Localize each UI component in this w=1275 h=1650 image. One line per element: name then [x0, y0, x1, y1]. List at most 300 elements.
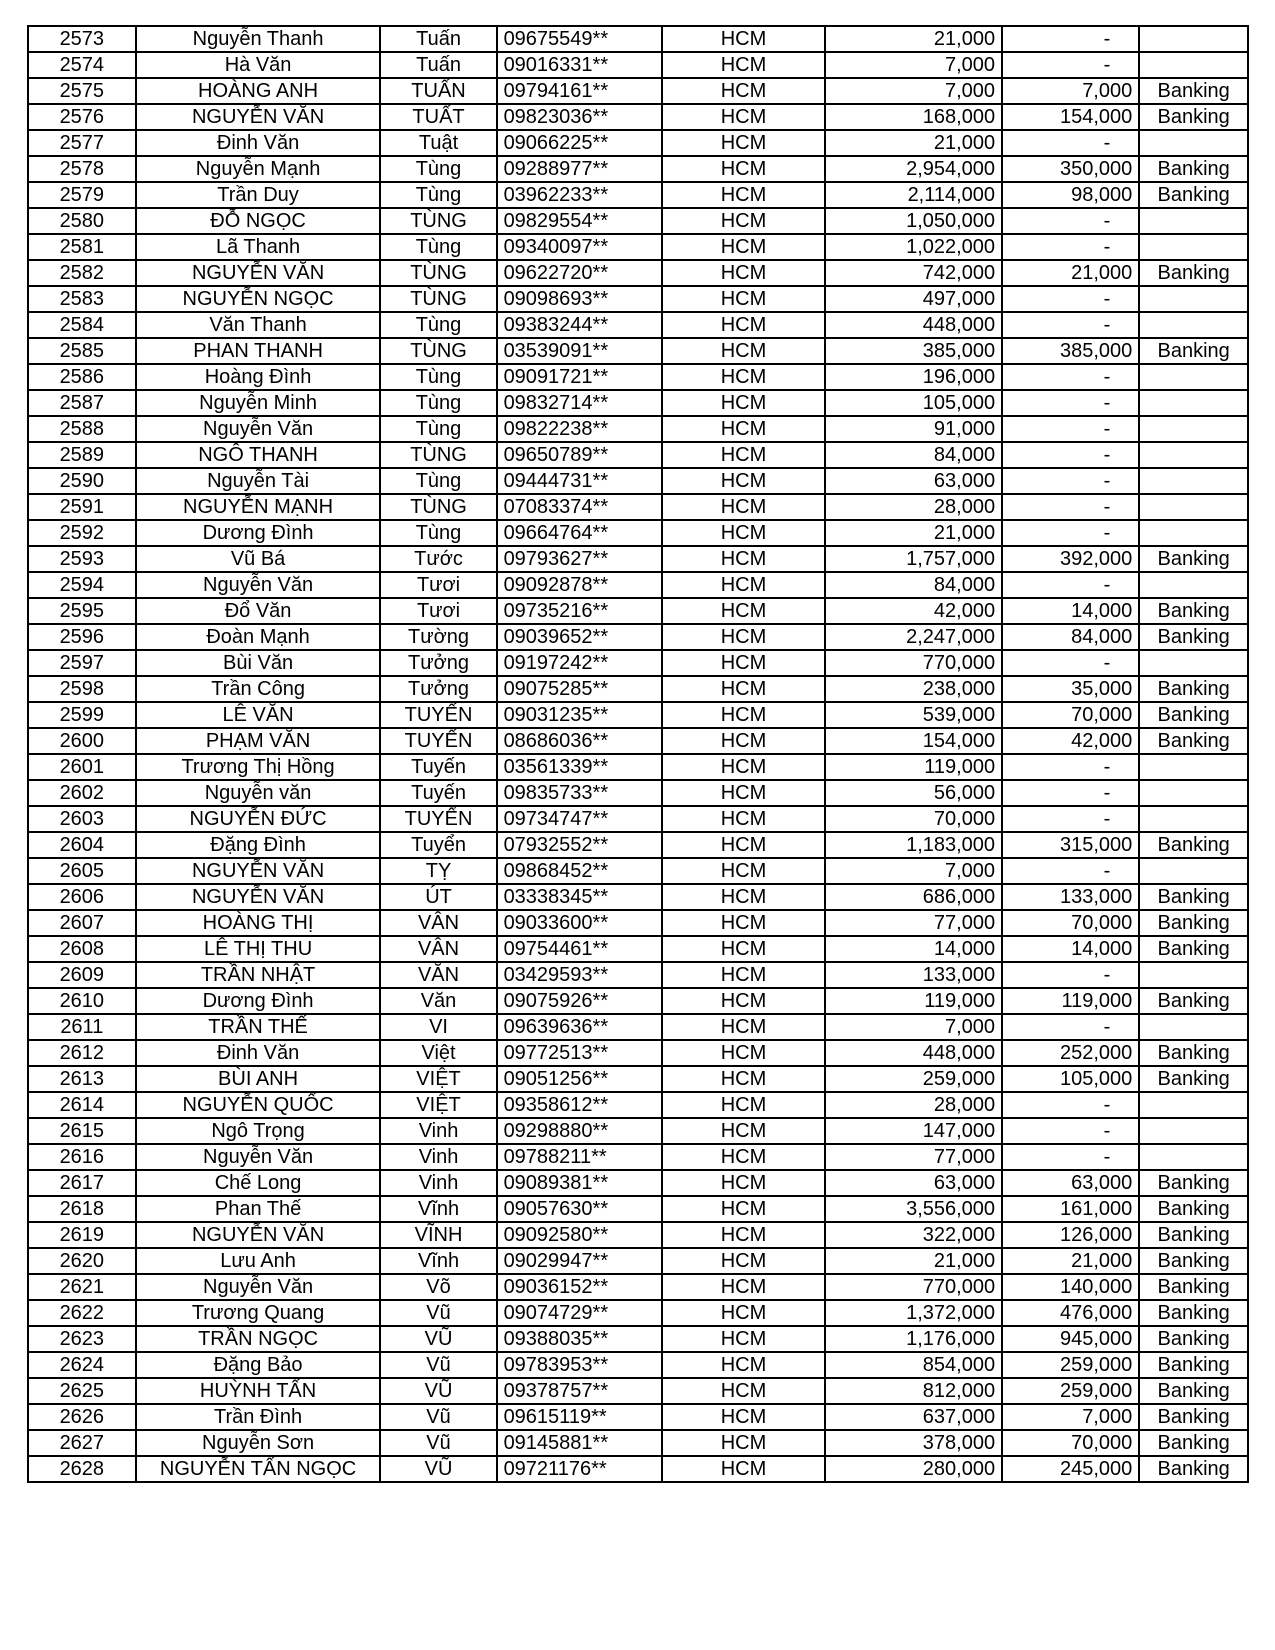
table-row: [28, 390, 1248, 416]
region-cell: HCM: [662, 182, 825, 208]
region-cell: HCM: [662, 806, 825, 832]
row-number: 2595: [28, 598, 136, 624]
payment-method-cell: Banking: [1139, 676, 1248, 702]
surname-cell: Nguyễn Văn: [136, 572, 381, 598]
paid-amount-cell: -: [1002, 1092, 1139, 1118]
surname-cell: PHAN THANH: [136, 338, 381, 364]
paid-amount-cell: 133,000: [1002, 884, 1139, 910]
given-name-cell: VIỆT: [380, 1092, 496, 1118]
payment-method-cell: [1139, 1092, 1248, 1118]
phone-cell: 09098693**: [497, 286, 663, 312]
total-amount-cell: 147,000: [825, 1118, 1002, 1144]
paid-amount-cell: -: [1002, 806, 1139, 832]
payment-method-cell: [1139, 1144, 1248, 1170]
region-cell: HCM: [662, 962, 825, 988]
data-table: [27, 25, 1249, 1483]
table-row: [28, 260, 1248, 286]
given-name-cell: Võ: [380, 1274, 496, 1300]
row-number: 2598: [28, 676, 136, 702]
surname-cell: NGUYỄN ĐỨC: [136, 806, 381, 832]
region-cell: HCM: [662, 910, 825, 936]
table-row: [28, 1300, 1248, 1326]
phone-cell: 09340097**: [497, 234, 663, 260]
phone-cell: 09378757**: [497, 1378, 663, 1404]
surname-cell: Trần Công: [136, 676, 381, 702]
payment-method-cell: Banking: [1139, 598, 1248, 624]
given-name-cell: Tùng: [380, 234, 496, 260]
payment-method-cell: [1139, 416, 1248, 442]
row-number: 2599: [28, 702, 136, 728]
row-number: 2577: [28, 130, 136, 156]
table-body: [28, 26, 1248, 1482]
region-cell: HCM: [662, 936, 825, 962]
row-number: 2621: [28, 1274, 136, 1300]
table-row: [28, 1274, 1248, 1300]
surname-cell: Văn Thanh: [136, 312, 381, 338]
paid-amount-cell: 7,000: [1002, 1404, 1139, 1430]
paid-amount-cell: 350,000: [1002, 156, 1139, 182]
payment-method-cell: [1139, 390, 1248, 416]
row-number: 2582: [28, 260, 136, 286]
region-cell: HCM: [662, 208, 825, 234]
surname-cell: Đổ Văn: [136, 598, 381, 624]
payment-method-cell: [1139, 442, 1248, 468]
region-cell: HCM: [662, 624, 825, 650]
row-number: 2586: [28, 364, 136, 390]
surname-cell: Trần Duy: [136, 182, 381, 208]
phone-cell: 03561339**: [497, 754, 663, 780]
total-amount-cell: 42,000: [825, 598, 1002, 624]
total-amount-cell: 168,000: [825, 104, 1002, 130]
surname-cell: NGUYỄN TẤN NGỌC: [136, 1456, 381, 1482]
region-cell: HCM: [662, 1014, 825, 1040]
region-cell: HCM: [662, 520, 825, 546]
row-number: 2573: [28, 26, 136, 52]
region-cell: HCM: [662, 1274, 825, 1300]
paid-amount-cell: 14,000: [1002, 598, 1139, 624]
row-number: 2602: [28, 780, 136, 806]
given-name-cell: Tùng: [380, 416, 496, 442]
region-cell: HCM: [662, 1248, 825, 1274]
surname-cell: Hà Văn: [136, 52, 381, 78]
phone-cell: 09197242**: [497, 650, 663, 676]
region-cell: HCM: [662, 26, 825, 52]
total-amount-cell: 28,000: [825, 1092, 1002, 1118]
table-row: [28, 1040, 1248, 1066]
given-name-cell: Vũ: [380, 1430, 496, 1456]
row-number: 2607: [28, 910, 136, 936]
table-row: [28, 338, 1248, 364]
table-row: [28, 364, 1248, 390]
region-cell: HCM: [662, 130, 825, 156]
total-amount-cell: 448,000: [825, 312, 1002, 338]
region-cell: HCM: [662, 1066, 825, 1092]
total-amount-cell: 63,000: [825, 468, 1002, 494]
phone-cell: 09145881**: [497, 1430, 663, 1456]
table-row: [28, 1014, 1248, 1040]
given-name-cell: Văn: [380, 988, 496, 1014]
surname-cell: TRẦN NGỌC: [136, 1326, 381, 1352]
phone-cell: 09783953**: [497, 1352, 663, 1378]
total-amount-cell: 1,176,000: [825, 1326, 1002, 1352]
total-amount-cell: 2,954,000: [825, 156, 1002, 182]
total-amount-cell: 84,000: [825, 442, 1002, 468]
payment-method-cell: [1139, 234, 1248, 260]
payment-method-cell: [1139, 130, 1248, 156]
region-cell: HCM: [662, 546, 825, 572]
row-number: 2576: [28, 104, 136, 130]
table-row: [28, 910, 1248, 936]
payment-method-cell: Banking: [1139, 1404, 1248, 1430]
surname-cell: Nguyễn Tài: [136, 468, 381, 494]
table-row: [28, 468, 1248, 494]
surname-cell: Phan Thế: [136, 1196, 381, 1222]
row-number: 2583: [28, 286, 136, 312]
given-name-cell: Vinh: [380, 1118, 496, 1144]
payment-method-cell: Banking: [1139, 1378, 1248, 1404]
payment-method-cell: Banking: [1139, 1196, 1248, 1222]
payment-method-cell: [1139, 754, 1248, 780]
given-name-cell: Vinh: [380, 1170, 496, 1196]
row-number: 2579: [28, 182, 136, 208]
table-row: [28, 494, 1248, 520]
total-amount-cell: 1,757,000: [825, 546, 1002, 572]
given-name-cell: Tuật: [380, 130, 496, 156]
phone-cell: 09754461**: [497, 936, 663, 962]
paid-amount-cell: -: [1002, 312, 1139, 338]
paid-amount-cell: 385,000: [1002, 338, 1139, 364]
total-amount-cell: 21,000: [825, 520, 1002, 546]
given-name-cell: VI: [380, 1014, 496, 1040]
payment-method-cell: [1139, 286, 1248, 312]
row-number: 2608: [28, 936, 136, 962]
given-name-cell: VĨNH: [380, 1222, 496, 1248]
table-row: [28, 78, 1248, 104]
paid-amount-cell: -: [1002, 780, 1139, 806]
table-row: [28, 1456, 1248, 1482]
region-cell: HCM: [662, 598, 825, 624]
given-name-cell: Tưởng: [380, 676, 496, 702]
given-name-cell: TUYỂN: [380, 806, 496, 832]
table-row: [28, 546, 1248, 572]
given-name-cell: VÂN: [380, 910, 496, 936]
paid-amount-cell: 154,000: [1002, 104, 1139, 130]
paid-amount-cell: 315,000: [1002, 832, 1139, 858]
given-name-cell: VŨ: [380, 1378, 496, 1404]
phone-cell: 09735216**: [497, 598, 663, 624]
surname-cell: NGUYỄN QUỐC: [136, 1092, 381, 1118]
table-row: [28, 988, 1248, 1014]
phone-cell: 09089381**: [497, 1170, 663, 1196]
phone-cell: 09288977**: [497, 156, 663, 182]
surname-cell: PHẠM VĂN: [136, 728, 381, 754]
payment-method-cell: [1139, 208, 1248, 234]
row-number: 2591: [28, 494, 136, 520]
surname-cell: Trương Quang: [136, 1300, 381, 1326]
row-number: 2593: [28, 546, 136, 572]
region-cell: HCM: [662, 780, 825, 806]
payment-method-cell: Banking: [1139, 78, 1248, 104]
row-number: 2614: [28, 1092, 136, 1118]
payment-method-cell: Banking: [1139, 1456, 1248, 1482]
row-number: 2628: [28, 1456, 136, 1482]
table-row: [28, 1326, 1248, 1352]
region-cell: HCM: [662, 702, 825, 728]
row-number: 2601: [28, 754, 136, 780]
phone-cell: 09383244**: [497, 312, 663, 338]
region-cell: HCM: [662, 1430, 825, 1456]
row-number: 2623: [28, 1326, 136, 1352]
region-cell: HCM: [662, 728, 825, 754]
payment-method-cell: Banking: [1139, 702, 1248, 728]
phone-cell: 09772513**: [497, 1040, 663, 1066]
given-name-cell: Tuyến: [380, 780, 496, 806]
region-cell: HCM: [662, 1222, 825, 1248]
payment-method-cell: Banking: [1139, 182, 1248, 208]
row-number: 2610: [28, 988, 136, 1014]
total-amount-cell: 63,000: [825, 1170, 1002, 1196]
region-cell: HCM: [662, 676, 825, 702]
total-amount-cell: 686,000: [825, 884, 1002, 910]
table-row: [28, 728, 1248, 754]
total-amount-cell: 196,000: [825, 364, 1002, 390]
total-amount-cell: 238,000: [825, 676, 1002, 702]
region-cell: HCM: [662, 52, 825, 78]
total-amount-cell: 854,000: [825, 1352, 1002, 1378]
table-row: [28, 286, 1248, 312]
given-name-cell: VŨ: [380, 1326, 496, 1352]
given-name-cell: TÙNG: [380, 442, 496, 468]
given-name-cell: Tươi: [380, 572, 496, 598]
given-name-cell: Tuyến: [380, 754, 496, 780]
surname-cell: Ngô Trọng: [136, 1118, 381, 1144]
paid-amount-cell: 259,000: [1002, 1352, 1139, 1378]
surname-cell: Hoàng Đình: [136, 364, 381, 390]
phone-cell: 03338345**: [497, 884, 663, 910]
payment-method-cell: Banking: [1139, 104, 1248, 130]
paid-amount-cell: -: [1002, 130, 1139, 156]
total-amount-cell: 105,000: [825, 390, 1002, 416]
table-row: [28, 858, 1248, 884]
row-number: 2600: [28, 728, 136, 754]
table-row: [28, 1170, 1248, 1196]
paid-amount-cell: 63,000: [1002, 1170, 1139, 1196]
surname-cell: NGUYỄN VĂN: [136, 858, 381, 884]
phone-cell: 09388035**: [497, 1326, 663, 1352]
total-amount-cell: 7,000: [825, 52, 1002, 78]
total-amount-cell: 385,000: [825, 338, 1002, 364]
phone-cell: 09832714**: [497, 390, 663, 416]
phone-cell: 09075926**: [497, 988, 663, 1014]
table-row: [28, 1248, 1248, 1274]
total-amount-cell: 7,000: [825, 1014, 1002, 1040]
given-name-cell: Việt: [380, 1040, 496, 1066]
payment-method-cell: Banking: [1139, 1170, 1248, 1196]
total-amount-cell: 21,000: [825, 130, 1002, 156]
given-name-cell: Tươi: [380, 598, 496, 624]
given-name-cell: TÙNG: [380, 208, 496, 234]
paid-amount-cell: 105,000: [1002, 1066, 1139, 1092]
total-amount-cell: 812,000: [825, 1378, 1002, 1404]
row-number: 2625: [28, 1378, 136, 1404]
region-cell: HCM: [662, 78, 825, 104]
phone-cell: 09029947**: [497, 1248, 663, 1274]
table-row: [28, 780, 1248, 806]
row-number: 2615: [28, 1118, 136, 1144]
total-amount-cell: 91,000: [825, 416, 1002, 442]
region-cell: HCM: [662, 364, 825, 390]
region-cell: HCM: [662, 1118, 825, 1144]
region-cell: HCM: [662, 1196, 825, 1222]
paid-amount-cell: 476,000: [1002, 1300, 1139, 1326]
given-name-cell: Vũ: [380, 1404, 496, 1430]
table-row: [28, 104, 1248, 130]
surname-cell: NGUYỄN NGỌC: [136, 286, 381, 312]
total-amount-cell: 77,000: [825, 1144, 1002, 1170]
phone-cell: 09721176**: [497, 1456, 663, 1482]
total-amount-cell: 77,000: [825, 910, 1002, 936]
paid-amount-cell: -: [1002, 520, 1139, 546]
given-name-cell: VĂN: [380, 962, 496, 988]
table-row: [28, 52, 1248, 78]
region-cell: HCM: [662, 1092, 825, 1118]
row-number: 2606: [28, 884, 136, 910]
total-amount-cell: 56,000: [825, 780, 1002, 806]
payment-method-cell: [1139, 650, 1248, 676]
surname-cell: Vũ Bá: [136, 546, 381, 572]
table-row: [28, 312, 1248, 338]
payment-method-cell: Banking: [1139, 260, 1248, 286]
table-row: [28, 1222, 1248, 1248]
given-name-cell: TUYẾN: [380, 702, 496, 728]
region-cell: HCM: [662, 1456, 825, 1482]
row-number: 2587: [28, 390, 136, 416]
row-number: 2605: [28, 858, 136, 884]
payment-method-cell: [1139, 780, 1248, 806]
surname-cell: ĐỖ NGỌC: [136, 208, 381, 234]
region-cell: HCM: [662, 572, 825, 598]
total-amount-cell: 7,000: [825, 858, 1002, 884]
region-cell: HCM: [662, 1352, 825, 1378]
given-name-cell: ÚT: [380, 884, 496, 910]
row-number: 2588: [28, 416, 136, 442]
surname-cell: Nguyễn Sơn: [136, 1430, 381, 1456]
paid-amount-cell: 7,000: [1002, 78, 1139, 104]
row-number: 2594: [28, 572, 136, 598]
payment-method-cell: [1139, 520, 1248, 546]
table-row: [28, 650, 1248, 676]
row-number: 2611: [28, 1014, 136, 1040]
total-amount-cell: 1,050,000: [825, 208, 1002, 234]
payment-method-cell: Banking: [1139, 936, 1248, 962]
phone-cell: 03429593**: [497, 962, 663, 988]
given-name-cell: Tuấn: [380, 26, 496, 52]
region-cell: HCM: [662, 260, 825, 286]
table-row: [28, 26, 1248, 52]
paid-amount-cell: 70,000: [1002, 702, 1139, 728]
payment-method-cell: [1139, 52, 1248, 78]
payment-method-cell: [1139, 312, 1248, 338]
phone-cell: 09075285**: [497, 676, 663, 702]
surname-cell: Dương Đình: [136, 520, 381, 546]
total-amount-cell: 1,372,000: [825, 1300, 1002, 1326]
phone-cell: 09039652**: [497, 624, 663, 650]
payment-method-cell: Banking: [1139, 1430, 1248, 1456]
surname-cell: BÙI ANH: [136, 1066, 381, 1092]
total-amount-cell: 770,000: [825, 650, 1002, 676]
total-amount-cell: 770,000: [825, 1274, 1002, 1300]
total-amount-cell: 539,000: [825, 702, 1002, 728]
given-name-cell: Tùng: [380, 364, 496, 390]
table-row: [28, 156, 1248, 182]
total-amount-cell: 14,000: [825, 936, 1002, 962]
region-cell: HCM: [662, 1170, 825, 1196]
paid-amount-cell: 945,000: [1002, 1326, 1139, 1352]
given-name-cell: Vĩnh: [380, 1196, 496, 1222]
paid-amount-cell: 140,000: [1002, 1274, 1139, 1300]
row-number: 2580: [28, 208, 136, 234]
surname-cell: Dương Đình: [136, 988, 381, 1014]
payment-method-cell: [1139, 962, 1248, 988]
row-number: 2619: [28, 1222, 136, 1248]
phone-cell: 09639636**: [497, 1014, 663, 1040]
paid-amount-cell: -: [1002, 858, 1139, 884]
row-number: 2609: [28, 962, 136, 988]
paid-amount-cell: 259,000: [1002, 1378, 1139, 1404]
total-amount-cell: 70,000: [825, 806, 1002, 832]
table-row: [28, 1144, 1248, 1170]
paid-amount-cell: 126,000: [1002, 1222, 1139, 1248]
region-cell: HCM: [662, 338, 825, 364]
row-number: 2592: [28, 520, 136, 546]
given-name-cell: Tùng: [380, 156, 496, 182]
payment-method-cell: Banking: [1139, 1248, 1248, 1274]
paid-amount-cell: -: [1002, 26, 1139, 52]
phone-cell: 09823036**: [497, 104, 663, 130]
table-row: [28, 1352, 1248, 1378]
given-name-cell: TUẤT: [380, 104, 496, 130]
phone-cell: 09092580**: [497, 1222, 663, 1248]
surname-cell: HOÀNG ANH: [136, 78, 381, 104]
region-cell: HCM: [662, 832, 825, 858]
payment-method-cell: Banking: [1139, 156, 1248, 182]
row-number: 2617: [28, 1170, 136, 1196]
surname-cell: Trương Thị Hồng: [136, 754, 381, 780]
paid-amount-cell: -: [1002, 754, 1139, 780]
row-number: 2585: [28, 338, 136, 364]
row-number: 2584: [28, 312, 136, 338]
paid-amount-cell: -: [1002, 1118, 1139, 1144]
surname-cell: Nguyễn Văn: [136, 416, 381, 442]
phone-cell: 09622720**: [497, 260, 663, 286]
payment-method-cell: [1139, 26, 1248, 52]
surname-cell: Chế Long: [136, 1170, 381, 1196]
surname-cell: LÊ THỊ THU: [136, 936, 381, 962]
paid-amount-cell: 21,000: [1002, 1248, 1139, 1274]
row-number: 2596: [28, 624, 136, 650]
paid-amount-cell: 70,000: [1002, 1430, 1139, 1456]
total-amount-cell: 3,556,000: [825, 1196, 1002, 1222]
surname-cell: Đinh Văn: [136, 1040, 381, 1066]
table-row: [28, 130, 1248, 156]
total-amount-cell: 378,000: [825, 1430, 1002, 1456]
table-row: [28, 598, 1248, 624]
total-amount-cell: 259,000: [825, 1066, 1002, 1092]
surname-cell: Nguyễn văn: [136, 780, 381, 806]
row-number: 2613: [28, 1066, 136, 1092]
given-name-cell: Tuyển: [380, 832, 496, 858]
phone-cell: 09829554**: [497, 208, 663, 234]
